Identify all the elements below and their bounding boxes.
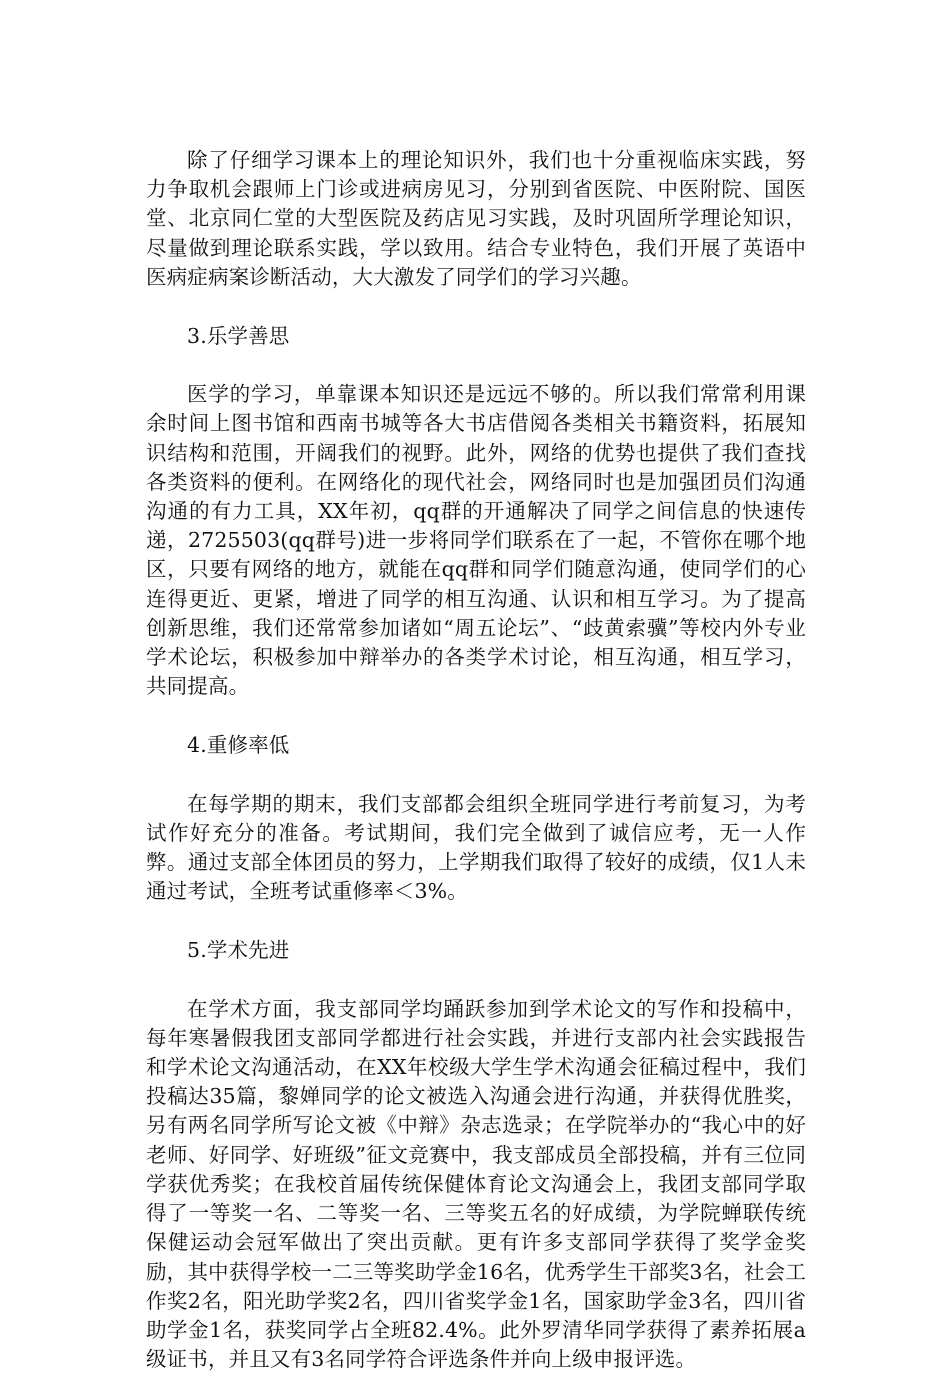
paragraph-exams: 在每学期的期末，我们支部都会组织全班同学进行考前复习，为考试作好充分的准备。考试期间，我们完全做到了诚信应考，无一人作弊。通过支部全体团员的努力，上学期我们取得了较好的成绩，仅1人未通过考试，全班考试重修率＜3%。 [146,791,806,904]
heading-4: 4.重修率低 [187,732,290,757]
paragraph-academic: 在学术方面，我支部同学均踊跃参加到学术论文的写作和投稿中，每年寒暑假我团支部同学都进行社会实践，并进行支部内社会实践报告和学术论文沟通活动，在XX年校级大学生学术沟通会征稿过程中，我们投稿达35篇，黎婵同学的论文被选入沟通会进行沟通，并获得优胜奖，另有两名同学所写论文被《中辩》杂志选录；在学院举办的“我心中的好老师、好同学、好班级”征文竞赛中，我支部成员全部投稿，并有三位同学获优秀奖；在我校首届传统保健体育论文沟通会上，我团支部同学取得了一等奖一名、二等奖一名、三等奖五名的好成绩，为学院蝉联传统保健运动会冠军做出了突出贡献。更有许多支部同学获得了奖学金奖励，其中获得学校一二三等奖助学金16名，优秀学生干部奖3名，社会工作奖2名，阳光助学奖2名，四川省奖学金1名，国家助学金3名，四川省助学金1名，获奖同学占全班82.4%。此外罗清华同学获得了素养拓展a级证书，并且又有3名同学符合评选条件并向上级申报评选。 [146,996,806,1372]
spacer [146,351,806,381]
paragraph-clinical-practice: 除了仔细学习课本上的理论知识外，我们也十分重视临床实践，努力争取机会跟师上门诊或进病房见习，分别到省医院、中医附院、国医堂、北京同仁堂的大型医院及药店见习实践，及时巩固所学理论知识，尽量做到理论联系实践，学以致用。结合专业特色，我们开展了英语中医病症病案诊断活动，大大激发了同学们的学习兴趣。 [146,148,806,289]
spacer [146,906,806,936]
spacer [146,965,806,995]
spacer [146,292,806,322]
heading-5: 5.学术先进 [187,937,290,962]
document-body [146,146,806,1374]
paragraph-learning: 医学的学习，单靠课本知识还是远远不够的。所以我们常常利用课余时间上图书馆和西南书城等各大书店借阅各类相关书籍资料，拓展知识结构和范围，开阔我们的视野。此外，网络的优势也提供了我们查找各类资料的便利。在网络化的现代社会，网络同时也是加强团员们沟通沟通的有力工具，XX年初，qq群的开通解决了同学之间信息的快速传递，2725503(qq群号)进一步将同学们联系在了一起，不管你在哪个地区，只要有网络的地方，就能在qq群和同学们随意沟通，使同学们的心连得更近、更紧，增进了同学的相互沟通、认识和相互学习。为了提高创新思维，我们还常常参加诸如“周五论坛”、“歧黄索骥”等校内外专业学术论坛，积极参加中辩举办的各类学术讨论，相互沟通，相互学习，共同提高。 [146,382,806,699]
spacer [146,760,806,790]
heading-3: 3.乐学善思 [187,323,290,348]
spacer [146,701,806,731]
